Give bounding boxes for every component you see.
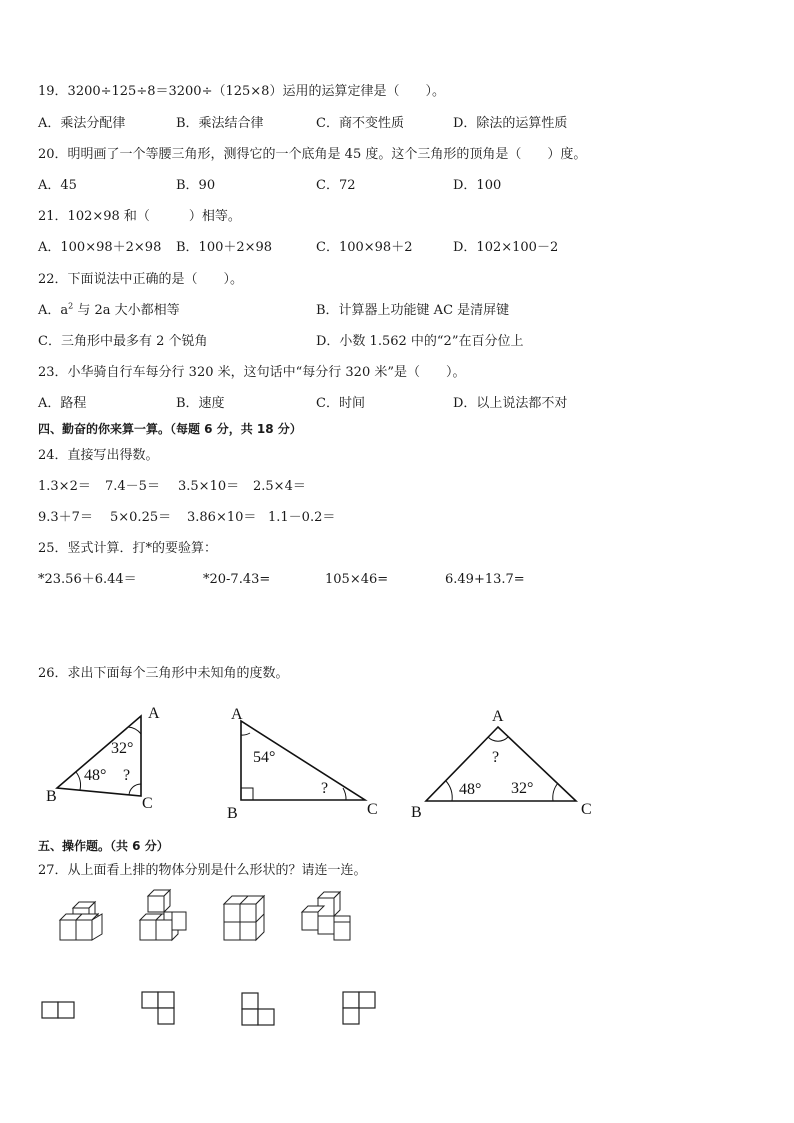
q24-item: 7.4－5＝	[105, 479, 160, 494]
q25-item: *20-7.43=	[203, 572, 271, 587]
vertex-label: C	[367, 801, 378, 818]
q23-option-c: C．时间	[316, 396, 365, 411]
q20-option-a: A．45	[38, 178, 77, 193]
q23-option-a: A．路程	[38, 396, 87, 411]
superscript: 2	[68, 301, 74, 311]
q24-stem: 24．直接写出得数。	[38, 448, 159, 463]
q21-option-d: D．102×100－2	[453, 240, 559, 255]
q20-stem: 20．明明画了一个等腰三角形，测得它的一个底角是 45 度。这个三角形的顶角是（ ）度。	[38, 147, 587, 162]
vertex-label: A	[231, 706, 243, 723]
angle-label: ?	[492, 749, 500, 766]
vertex-label: B	[411, 804, 422, 821]
q24-item: 3.86×10＝	[187, 510, 257, 525]
q21-option-a: A．100×98＋2×98	[38, 240, 162, 255]
q24-item: 1.1－0.2＝	[268, 510, 336, 525]
q20-option-b: B．90	[176, 178, 216, 193]
q27-stem: 27．从上面看上排的物体分别是什么形状的？请连一连。	[38, 863, 367, 878]
q25-item: 105×46=	[325, 572, 389, 587]
angle-label: 32°	[111, 740, 134, 757]
q22-stem: 22．下面说法中正确的是（ ）。	[38, 272, 244, 287]
angle-label: 48°	[84, 767, 107, 784]
q24-item: 2.5×4＝	[253, 479, 306, 494]
q21-stem: 21．102×98 和（ ）相等。	[38, 209, 241, 224]
angle-label: 54°	[253, 749, 276, 766]
q19-stem: 19．3200÷125÷8＝3200÷（125×8）运用的运算定律是（ ）。	[38, 84, 445, 99]
q22-option-c: C．三角形中最多有 2 个锐角	[38, 334, 208, 349]
q24-item: 5×0.25＝	[110, 510, 172, 525]
angle-label: ?	[123, 767, 131, 784]
q26-stem: 26．求出下面每个三角形中未知角的度数。	[38, 666, 289, 681]
section-4-heading: 四、勤奋的你来算一算。（每题 6 分，共 18 分）	[38, 422, 302, 436]
section-5-heading: 五、操作题。（共 6 分）	[38, 839, 169, 853]
angle-label: 48°	[459, 781, 482, 798]
q22-option-a: A．$a^2$ 与 2a 大小都相等	[38, 301, 180, 318]
q20-option-c: C．72	[316, 178, 356, 193]
vertex-label: C	[581, 801, 592, 818]
q22-option-d: D．小数 1.562 中的“2”在百分位上	[316, 334, 524, 349]
q20-option-d: D．100	[453, 178, 502, 193]
angle-label: ?	[321, 780, 329, 797]
vertex-label: C	[142, 795, 153, 812]
q24-item: 3.5×10＝	[178, 479, 240, 494]
q24-item: 9.3＋7＝	[38, 510, 93, 525]
angle-label: 32°	[511, 780, 534, 797]
q23-stem: 23．小华骑自行车每分行 320 米，这句话中“每分行 320 米”是（ ）。	[38, 365, 466, 380]
q23-option-b: B．速度	[176, 396, 225, 411]
q25-stem: 25．竖式计算．打*的要验算：	[38, 541, 218, 556]
vertex-label: A	[148, 705, 160, 722]
q21-option-c: C．100×98＋2	[316, 240, 413, 255]
q23-option-d: D．以上说法都不对	[453, 396, 568, 411]
q25-item: 6.49+13.7=	[445, 572, 525, 587]
q19-option-d: D．除法的运算性质	[453, 116, 568, 131]
q21-option-b: B．100＋2×98	[176, 240, 273, 255]
q19-option-c: C．商不变性质	[316, 116, 404, 131]
q19-option-a: A．乘法分配律	[38, 116, 126, 131]
q24-item: 1.3×2＝	[38, 479, 91, 494]
vertex-label: B	[46, 788, 57, 805]
vertex-label: A	[492, 708, 504, 725]
q22-option-b: B．计算器上功能键 AC 是清屏键	[316, 303, 510, 318]
vertex-label: B	[227, 805, 238, 822]
q19-option-b: B．乘法结合律	[176, 116, 264, 131]
q25-item: *23.56＋6.44＝	[38, 572, 137, 587]
